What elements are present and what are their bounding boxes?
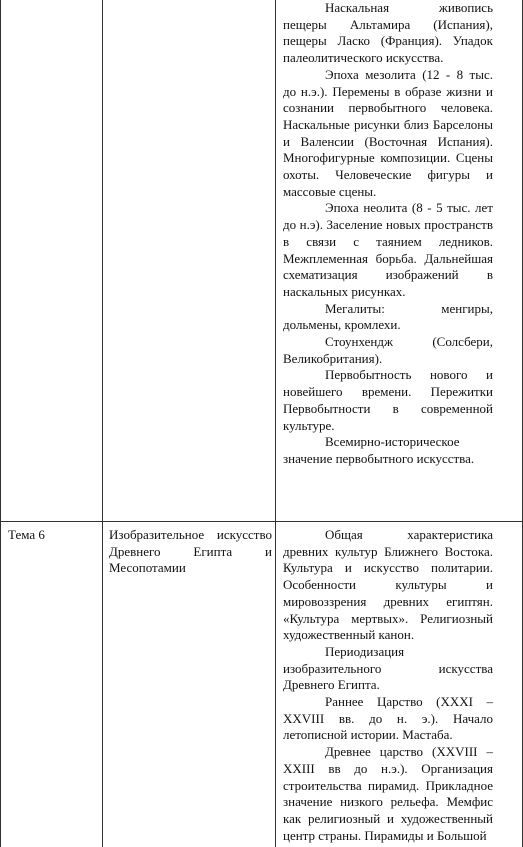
- content-paragraph: Общая характеристика древних культур Ближнего Востока. Культура и искусство политарии. Особенности культуры и мировоззрения древних египтян. «Культура мертвых». Религиозный художественный канон.: [283, 527, 493, 643]
- topic-number-cell: [8, 527, 98, 544]
- topic-content-cell: [283, 527, 493, 844]
- content-paragraph: Эпоха неолита (8 - 5 тыс. лет до н.э). Заселение новых пространств в связи с таянием ледников. Межплеменная борьба. Дальнейшая схематизация изображений в наскальных рисунках.: [283, 200, 493, 299]
- content-paragraph: Первобытность нового и новейшего времени. Пережитки Первобытности в современной культуре.: [283, 367, 493, 433]
- content-paragraph: Периодизация изобразительного искусства Древнего Египта.: [283, 643, 493, 693]
- content-paragraph: Мегалиты: менгиры, дольмены, кромлехи.: [283, 300, 493, 333]
- content-paragraph: Стоунхендж (Солсбери, Великобритания).: [283, 334, 493, 366]
- topic-number: Тема 6: [8, 527, 45, 542]
- row-divider: [0, 521, 523, 522]
- content-paragraph: Наскальная живопись пещеры Альтамира (Испания), пещеры Ласко (Франция). Упадок палеолитического искусства.: [283, 0, 493, 66]
- topic-title: Изобразительное искусство Древнего Египта и Месопотамии: [109, 527, 272, 576]
- content-paragraph: Всемирно-историческое значение первобытного искусства.: [283, 434, 475, 466]
- content-paragraph: Древнее царство (XXVIII – XXIII вв до н.э.). Организация строительства пирамид. Прикладное значение низкого рельефа. Мемфис как религиозный и художественный центр страны. Пирамиды и Большой: [283, 744, 493, 843]
- content-paragraph: Эпоха мезолита (12 - 8 тыс. до н.э.). Перемены в образе жизни и сознании первобытного человека. Наскальные рисунки близ Барселоны и Валенсии (Восточная Испания). Многофигурные композиции. Сцены охоты. Человеческие фигуры и массовые сцены.: [283, 66, 493, 199]
- topic-title-cell: [109, 527, 272, 577]
- content-paragraph: Раннее Царство (XXXI – XXVIII вв. до н. э.). Начало летописной истории. Мастаба.: [283, 694, 493, 743]
- topic-content-cell-continued: [283, 0, 493, 468]
- column-divider-2: [275, 0, 276, 847]
- column-divider-1: [102, 0, 103, 847]
- table-border-left: [0, 0, 1, 847]
